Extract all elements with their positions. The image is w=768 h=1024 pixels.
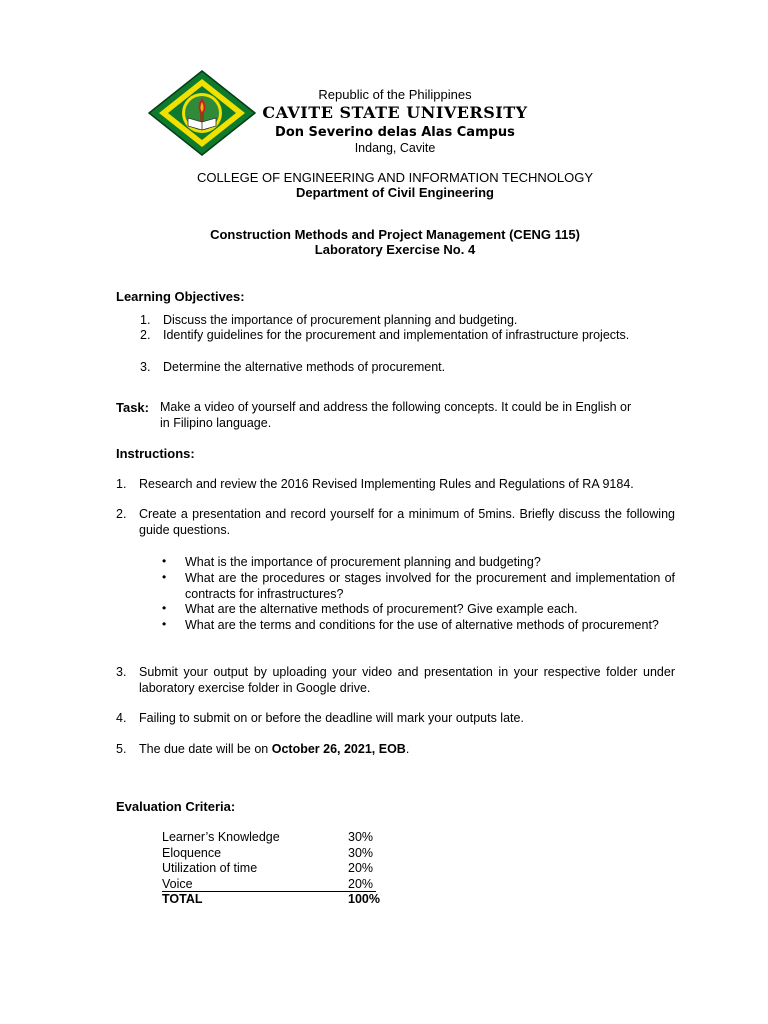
department-name: Department of Civil Engineering xyxy=(296,185,494,200)
university-name: CAVITE STATE UNIVERSITY xyxy=(262,103,528,122)
college-name: COLLEGE OF ENGINEERING AND INFORMATION TECHNOLOGY xyxy=(196,170,594,185)
instruction-number: 4. xyxy=(116,711,127,725)
instruction-text: Research and review the 2016 Revised Implementing Rules and Regulations of RA 9184. xyxy=(139,477,634,491)
task-text: Make a video of yourself and address the following concepts. It could be in English or in Filipino language. xyxy=(160,400,632,430)
task-label: Task: xyxy=(116,400,149,415)
bullet-icon: • xyxy=(162,570,167,584)
instruction-text: Submit your output by uploading your video and presentation in your respective folder under laboratory exercise folder in Google drive. xyxy=(139,665,675,695)
guide-question: What are the procedures or stages involved for the procurement and implementation of contracts for infrastructures? xyxy=(185,571,675,601)
instructions-heading: Instructions: xyxy=(116,446,195,461)
total-label: TOTAL xyxy=(162,892,203,906)
criteria-label: Eloquence xyxy=(162,846,222,860)
objective-text: Discuss the importance of procurement planning and budgeting. xyxy=(163,313,518,327)
bullet-icon: • xyxy=(162,601,167,615)
criteria-label: Voice xyxy=(162,877,193,891)
criteria-value: 30% xyxy=(348,846,374,860)
objective-number: 3. xyxy=(140,360,151,374)
criteria-value: 30% xyxy=(348,830,374,844)
instruction-number: 2. xyxy=(116,507,127,521)
objectives-heading: Learning Objectives: xyxy=(116,289,245,304)
criteria-label: Utilization of time xyxy=(162,861,258,875)
instruction-number: 3. xyxy=(116,665,127,679)
criteria-value: 20% xyxy=(348,861,374,875)
instruction-number: 5. xyxy=(116,742,127,756)
republic-line: Republic of the Philippines xyxy=(318,87,472,102)
objective-text: Identify guidelines for the procurement and implementation of infrastructure projects. xyxy=(163,328,630,342)
instruction-text xyxy=(139,742,675,758)
evaluation-heading: Evaluation Criteria: xyxy=(116,799,236,814)
campus-name: Don Severino delas Alas Campus xyxy=(275,125,515,140)
objective-number: 2. xyxy=(140,328,151,342)
criteria-label: Learner’s Knowledge xyxy=(162,830,280,844)
objective-text: Determine the alternative methods of procurement. xyxy=(163,360,446,374)
instruction-text: Failing to submit on or before the deadline will mark your outputs late. xyxy=(139,711,524,725)
course-title: Construction Methods and Project Management (CENG 115) xyxy=(210,227,580,242)
guide-question: What is the importance of procurement planning and budgeting? xyxy=(185,555,541,569)
guide-question: What are the terms and conditions for the use of alternative methods of procurement? xyxy=(185,618,659,632)
due-date: October 26, 2021, EOB xyxy=(271,742,406,756)
bullet-icon: • xyxy=(162,617,167,631)
total-value: 100% xyxy=(348,892,380,906)
due-date-prefix: The due date will be on xyxy=(139,742,272,756)
guide-question: What are the alternative methods of procurement? Give example each. xyxy=(185,602,578,616)
exercise-title: Laboratory Exercise No. 4 xyxy=(314,242,476,257)
bullet-icon: • xyxy=(162,554,167,568)
objective-number: 1. xyxy=(140,313,151,327)
due-date-suffix: . xyxy=(405,742,410,756)
instruction-number: 1. xyxy=(116,477,127,491)
criteria-value: 20% xyxy=(348,877,374,891)
location: Indang, Cavite xyxy=(354,141,436,155)
instruction-text: Create a presentation and record yourself for a minimum of 5mins. Briefly discuss the following guide questions. xyxy=(139,507,675,537)
